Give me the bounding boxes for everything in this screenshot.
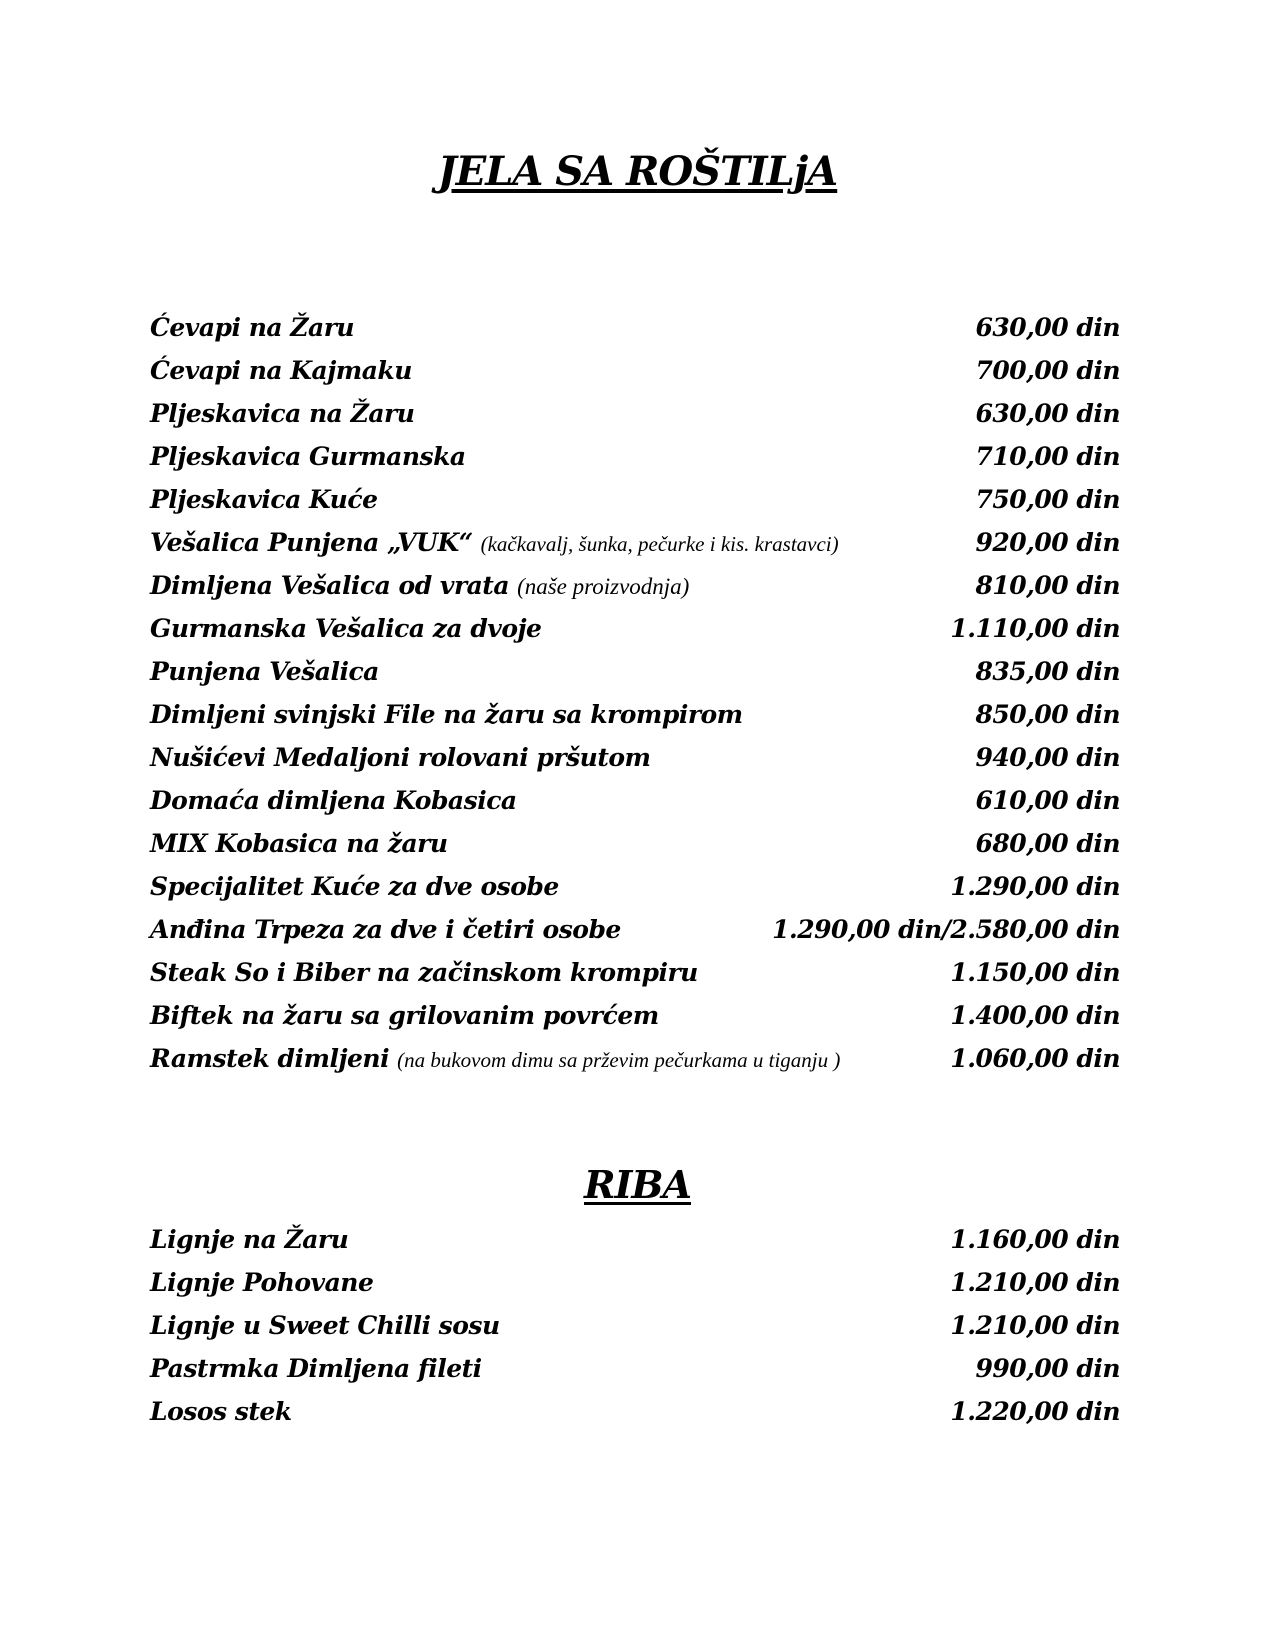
item-price: 1.110,00 din xyxy=(950,614,1120,643)
item-name: Domaća dimljena Kobasica xyxy=(150,786,517,815)
item-name: Specijalitet Kuće za dve osobe xyxy=(150,872,559,901)
item-price: 680,00 din xyxy=(975,829,1120,858)
menu-item xyxy=(150,1347,1120,1390)
menu-item xyxy=(150,994,1120,1037)
item-name: Nušićevi Medaljoni rolovani pršutom xyxy=(150,743,651,772)
menu-list-grill xyxy=(150,306,1120,1080)
item-price: 1.290,00 din xyxy=(950,872,1120,901)
menu-item xyxy=(150,1037,1120,1080)
item-name: Pastrmka Dimljena fileti xyxy=(150,1354,482,1383)
menu-item xyxy=(150,478,1120,521)
item-name: Punjena Vešalica xyxy=(150,657,379,686)
item-name: Pljeskavica Gurmanska xyxy=(150,442,466,471)
item-name: Dimljeni svinjski File na žaru sa krompirom xyxy=(150,700,743,729)
section-title-grill: JELA SA ROŠTILjA xyxy=(437,148,838,195)
item-price: 940,00 din xyxy=(975,743,1120,772)
menu-item xyxy=(150,822,1120,865)
menu-item xyxy=(150,693,1120,736)
item-price: 1.290,00 din/2.580,00 din xyxy=(772,915,1120,944)
menu-list-fish xyxy=(150,1218,1120,1433)
item-name: MIX Kobasica na žaru xyxy=(150,829,448,858)
item-name: Dimljena Vešalica od vrata xyxy=(150,571,510,600)
item-name: Ćevapi na Žaru xyxy=(150,313,355,342)
menu-item xyxy=(150,779,1120,822)
item-price: 1.150,00 din xyxy=(950,958,1120,987)
menu-item xyxy=(150,564,1120,607)
item-name: Biftek na žaru sa grilovanim povrćem xyxy=(150,1001,659,1030)
item-price: 1.060,00 din xyxy=(950,1044,1120,1073)
item-price: 750,00 din xyxy=(975,485,1120,514)
item-price: 1.400,00 din xyxy=(950,1001,1120,1030)
menu-item xyxy=(150,1390,1120,1433)
item-name: Ramstek dimljeni xyxy=(150,1044,390,1073)
item-name: Pljeskavica Kuće xyxy=(150,485,378,514)
item-note: (na bukovom dimu sa prževim pečurkama u tiganju ) xyxy=(397,1048,841,1072)
item-price: 630,00 din xyxy=(975,313,1120,342)
menu-item xyxy=(150,908,1120,951)
item-name: Pljeskavica na Žaru xyxy=(150,399,415,428)
item-price: 810,00 din xyxy=(975,571,1120,600)
item-name: Gurmanska Vešalica za dvoje xyxy=(150,614,542,643)
item-price: 990,00 din xyxy=(975,1354,1120,1383)
item-price: 1.160,00 din xyxy=(950,1225,1120,1254)
menu-item xyxy=(150,1218,1120,1261)
section-title-fish: RIBA xyxy=(584,1162,691,1207)
menu-item xyxy=(150,435,1120,478)
menu-item xyxy=(150,521,1120,564)
item-price: 630,00 din xyxy=(975,399,1120,428)
menu-item xyxy=(150,951,1120,994)
menu-item xyxy=(150,1304,1120,1347)
item-name: Steak So i Biber na začinskom krompiru xyxy=(150,958,698,987)
item-note: (kačkavalj, šunka, pečurke i kis. krastavci) xyxy=(480,532,839,556)
menu-item xyxy=(150,650,1120,693)
item-name: Vešalica Punjena „VUK“ xyxy=(150,528,473,557)
item-name: Anđina Trpeza za dve i četiri osobe xyxy=(150,915,621,944)
menu-item xyxy=(150,349,1120,392)
item-note: (naše proizvodnja) xyxy=(517,574,690,599)
item-price: 850,00 din xyxy=(975,700,1120,729)
item-price: 1.210,00 din xyxy=(950,1311,1120,1340)
item-price: 710,00 din xyxy=(975,442,1120,471)
menu-item xyxy=(150,1261,1120,1304)
item-price: 610,00 din xyxy=(975,786,1120,815)
menu-item xyxy=(150,865,1120,908)
menu-item xyxy=(150,736,1120,779)
menu-item xyxy=(150,607,1120,650)
menu-item xyxy=(150,306,1120,349)
item-price: 700,00 din xyxy=(975,356,1120,385)
item-price: 835,00 din xyxy=(975,657,1120,686)
item-name: Lignje u Sweet Chilli sosu xyxy=(150,1311,500,1340)
menu-item xyxy=(150,392,1120,435)
item-price: 1.210,00 din xyxy=(950,1268,1120,1297)
item-price: 1.220,00 din xyxy=(950,1397,1120,1426)
item-name: Lignje na Žaru xyxy=(150,1225,349,1254)
item-price: 920,00 din xyxy=(975,528,1120,557)
item-name: Lignje Pohovane xyxy=(150,1268,374,1297)
item-name: Ćevapi na Kajmaku xyxy=(150,356,412,385)
item-name: Losos stek xyxy=(150,1397,292,1426)
